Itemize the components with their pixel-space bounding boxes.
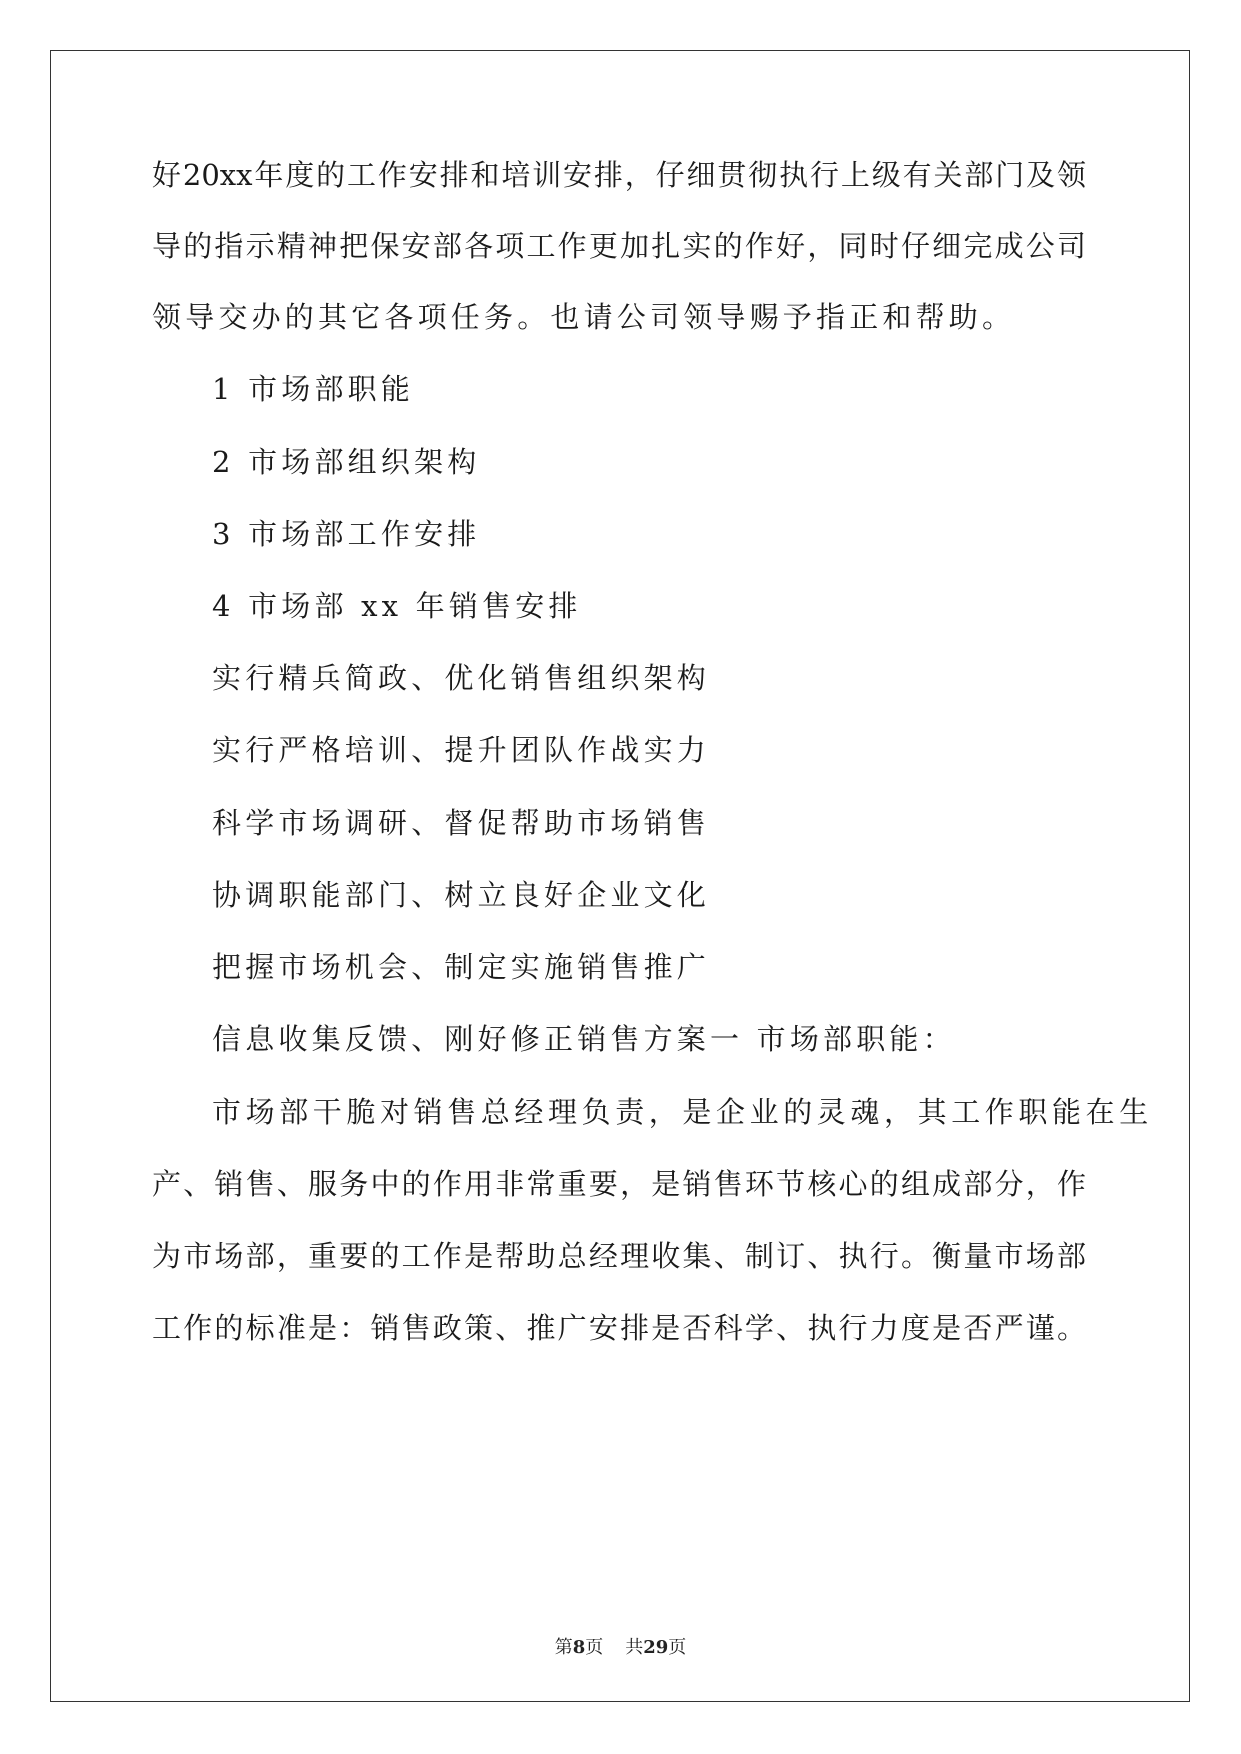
page-prefix: 第	[554, 1637, 573, 1658]
paragraph-line: 好20xx年度的工作安排和培训安排，仔细贯彻执行上级有关部门及领	[152, 158, 1086, 192]
list-item: 1 市场部职能	[212, 372, 415, 406]
total-suffix: 页	[668, 1637, 687, 1658]
paragraph-line: 领导交办的其它各项任务。也请公司领导赐予指正和帮助。	[152, 300, 1016, 334]
list-item: 2 市场部组织架构	[212, 445, 481, 479]
page-suffix: 页	[585, 1637, 604, 1658]
paragraph-line: 产、销售、服务中的作用非常重要，是销售环节核心的组成部分，作	[152, 1167, 1086, 1201]
strategy-item: 协调职能部门、树立良好企业文化	[212, 878, 711, 912]
page-number: 8	[572, 1637, 586, 1658]
strategy-item: 把握市场机会、制定实施销售推广	[212, 950, 711, 984]
paragraph-line: 为市场部，重要的工作是帮助总经理收集、制订、执行。衡量市场部	[152, 1239, 1086, 1273]
strategy-item: 科学市场调研、督促帮助市场销售	[212, 806, 711, 840]
total-prefix: 共	[625, 1637, 644, 1658]
strategy-item: 实行严格培训、提升团队作战实力	[212, 733, 711, 767]
total-pages: 29	[643, 1637, 669, 1658]
strategy-item: 信息收集反馈、刚好修正销售方案一 市场部职能：	[212, 1022, 956, 1056]
paragraph-line: 工作的标准是：销售政策、推广安排是否科学、执行力度是否严谨。	[152, 1311, 1086, 1345]
paragraph-line: 导的指示精神把保安部各项工作更加扎实的作好，同时仔细完成公司	[152, 229, 1086, 263]
strategy-item: 实行精兵简政、优化销售组织架构	[212, 661, 711, 695]
paragraph-line: 市场部干脆对销售总经理负责，是企业的灵魂，其工作职能在生	[212, 1095, 1153, 1129]
page-footer	[0, 1636, 1241, 1660]
list-item: 3 市场部工作安排	[212, 517, 481, 551]
list-item: 4 市场部 xx 年销售安排	[212, 589, 582, 623]
